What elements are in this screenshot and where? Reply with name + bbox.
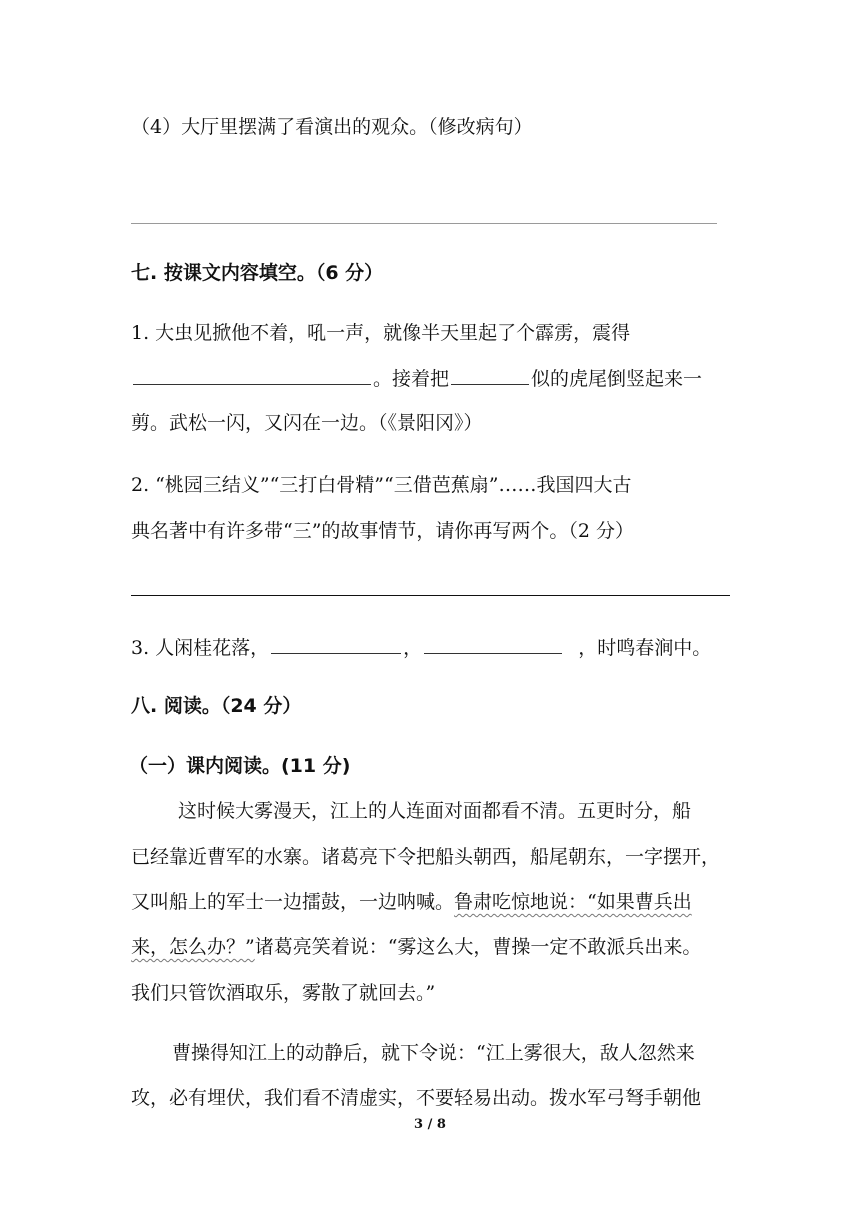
passage1-underlined-2: 来，怎么办？” [131,936,255,958]
q7-1-line2-text-b: 似的虎尾倒竖起来一 [531,368,703,390]
answer-line-q6-4 [131,223,717,224]
passage1-line3 [131,893,731,912]
blank-q7-3-a[interactable] [271,652,401,654]
blank-q7-1-a[interactable] [133,383,371,385]
passage1-line3-text: 又叫船上的军士一边擂鼓，一边呐喊。 [131,891,455,913]
section8-sub1-title: （一）课内阅读。(11 分) [129,755,351,777]
blank-q7-1-b[interactable] [451,383,529,385]
q7-3-text-c: ，时鸣春涧中。 [578,637,712,659]
q7-1-line3: 剪。武松一闪，又闪在一边。（《景阳冈》） [131,412,483,434]
q7-2-line2: 典名著中有许多带“三”的故事情节，请你再写两个。（2 分） [131,520,635,542]
q7-2-line1: 2. “桃园三结义”“三打白骨精”“三借芭蕉扇”……我国四大古 [131,474,632,496]
q7-1-line2 [131,370,731,389]
q7-3-text-b: ， [403,637,423,659]
answer-line-q7-2 [131,595,730,596]
passage1-line4-text: 诸葛亮笑着说：“雾这么大，曹操一定不敢派兵出来。 [254,936,702,958]
q7-3-text-a: 3. 人闲桂花落， [131,637,270,659]
passage1-underlined-1: 鲁肃吃惊地说：“如果曹兵出 [454,891,692,913]
passage1-line1: 这时候大雾漫天，江上的人连面对面都看不清。五更时分，船 [178,800,692,822]
passage1-line5: 我们只管饮酒取乐，雾散了就回去。” [131,982,436,1004]
passage1-line4 [131,938,731,957]
section7-title: 七. 按课文内容填空。（6 分） [131,262,384,284]
passage1-line2: 已经靠近曹军的水寨。诸葛亮下令把船头朝西，船尾朝东，一字摆开， [131,846,721,868]
q6-4-sick-sentence: （4）大厅里摆满了看演出的观众。（修改病句） [131,116,533,138]
q7-1-line1: 1. 大虫见掀他不着，吼一声，就像半天里起了个霹雳，震得 [131,322,631,344]
page-number: 3 / 8 [414,1117,446,1132]
section8-title: 八. 阅读。（24 分） [131,695,302,717]
passage2-line2: 攻，必有埋伏，我们看不清虚实，不要轻易出动。拨水军弓弩手朝他 [131,1087,702,1109]
q7-1-line2-text-a: 。接着把 [373,368,450,390]
q7-3-line [131,639,731,658]
blank-q7-3-b[interactable] [424,652,562,654]
passage2-line1: 曹操得知江上的动静后，就下令说：“江上雾很大，敌人忽然来 [172,1042,695,1064]
